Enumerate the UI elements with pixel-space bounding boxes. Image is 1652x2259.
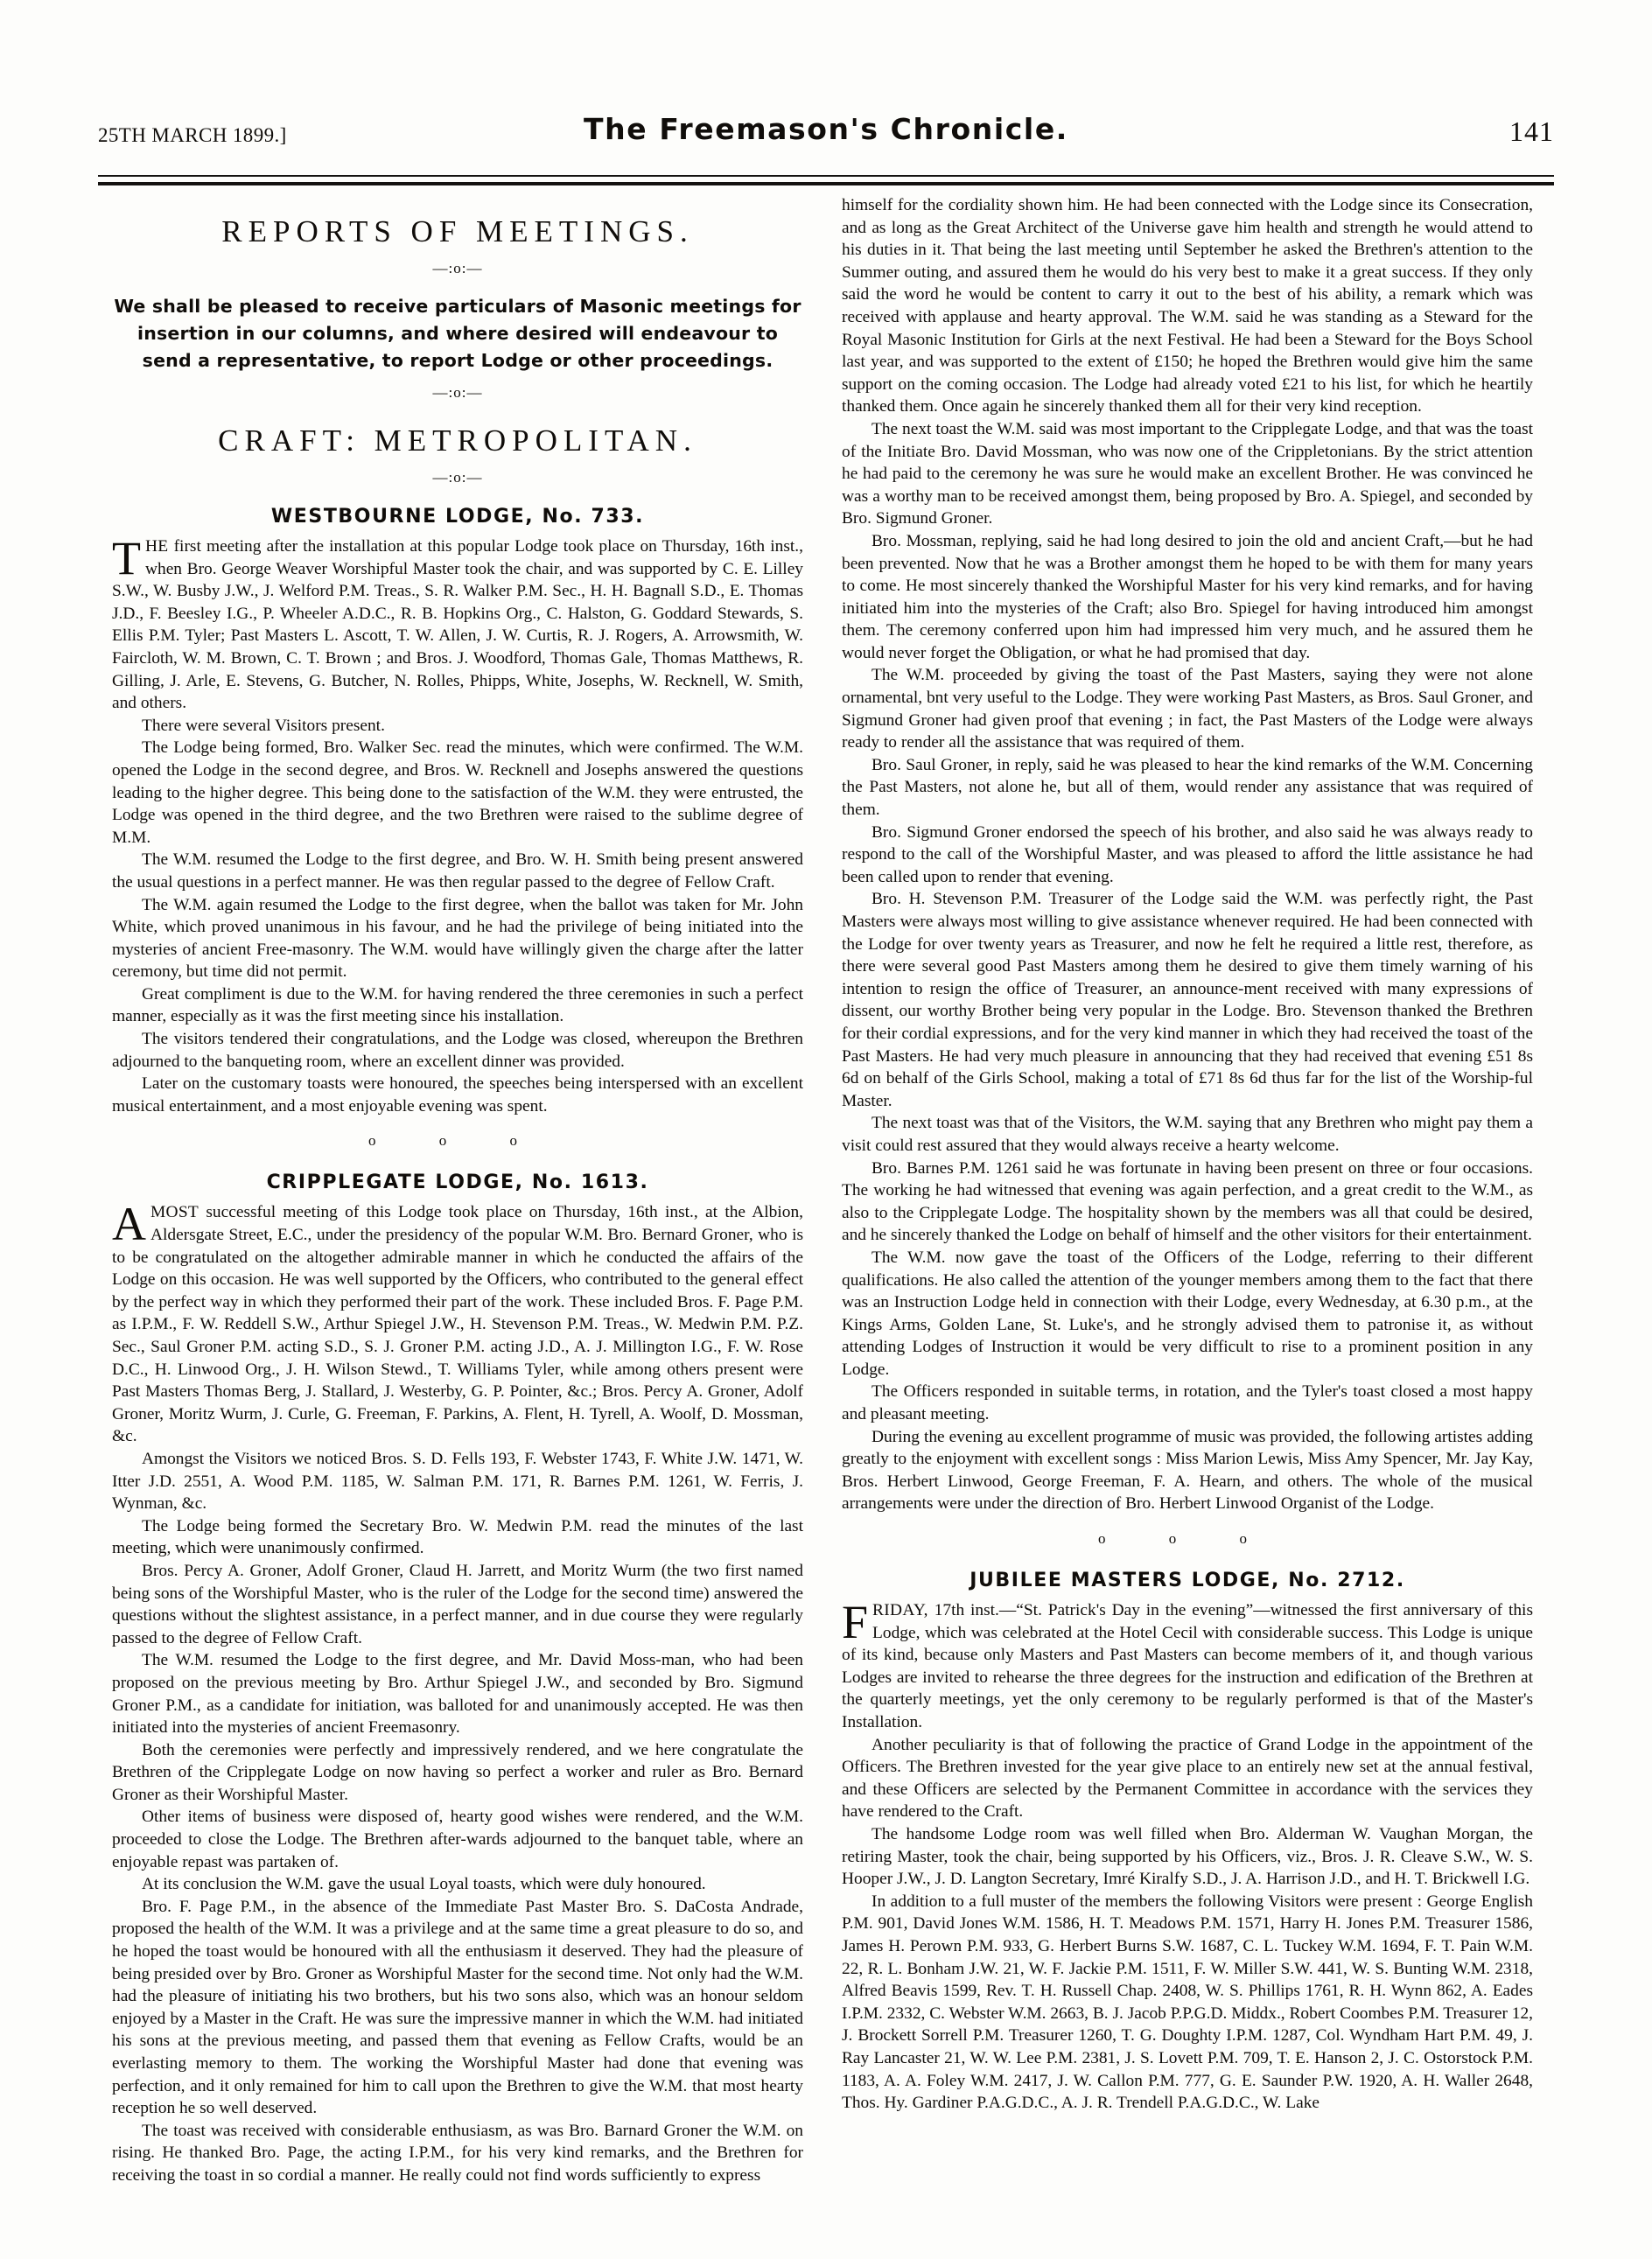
cripplegate-cont-paragraph-11: The Officers responded in suitable terms, in rotation, and the Tyler's toast closed a most happy and pleasant meeting. [842, 1382, 1533, 1424]
paragraph-text: 17th inst.—“St. Patrick's Day in the evening”—witnessed the first anniversary of this Lodge, which was celebrated at the Hotel Cecil with considerable success. This Lodge is unique of its kind, because only Masters and Past Masters can become members of it, and though various Lodges are invited to rehearse the three degrees for the instruction and edification of the Brethren at the quarterly meetings, yet the only ceremony to be regularly performed is that of the Master's Installation. [842, 1601, 1533, 1731]
right-column [842, 194, 1533, 2115]
lodge-heading-jubilee-masters: JUBILEE MASTERS LODGE, No. 2712. [970, 1570, 1405, 1592]
drop-cap: A [112, 1198, 146, 1251]
cripplegate-cont-paragraph-2: The next toast the W.M. said was most important to the Cripplegate Lodge, and that was the toast of the Initiate Bro. David Mossman, who was now one of the Crippletonians. By the strict attention he had paid to the ceremony he was sure he would make an excellent Brother. He was convinced he was a worthy man to be received amongst them, being proposed by Bro. A. Spiegel, and seconded by Bro. Sigmund Groner. [842, 419, 1533, 528]
jubilee-paragraph-3: The handsome Lodge room was well filled when Bro. Alderman W. Vaughan Morgan, the retiring Master, took the chair, being supported by his Officers, viz., Bros. J. R. Cleave S.W., W. S. Hooper J.W., J. D. Langton Secretary, Imré Kiralfy S.D., J. A. Harrison J.D., and H. T. Brickwell I.G. [842, 1824, 1533, 1889]
cripplegate-paragraph-3: The Lodge being formed the Secretary Bro. W. Medwin P.M. read the minutes of the last meeting, which were unanimously confirmed. [112, 1516, 803, 1558]
ornament-rule: —:o:— [432, 260, 483, 276]
lodge-heading-cripplegate: CRIPPLEGATE LODGE, No. 1613. [266, 1171, 649, 1194]
masthead [98, 112, 1554, 166]
cripplegate-cont-paragraph-8: The next toast was that of the Visitors, the W.M. saying that any Brethren who might pay them a visit could rest assured that they would always receive a hearty welcome. [842, 1114, 1533, 1155]
cripplegate-cont-paragraph-4: The W.M. proceeded by giving the toast of the Past Masters, saying they were not alone ornamental, bnt very useful to the Lodge. They were working Past Masters, as Bros. Saul Groner, and Sigmund Groner had given proof that evening ; in fact, the Past Masters of the Lodge were always ready to render all the assistance that was required of them. [842, 666, 1533, 752]
cripplegate-paragraph-7: Other items of business were disposed of, hearty good wishes were rendered, and the W.M. proceeded to close the Lodge. The Brethren after-wards adjourned to the banquet table, where an enjoyable repast was partaken of. [112, 1808, 803, 1871]
lead-word: RIDAY, [872, 1601, 928, 1620]
issue-date: 25TH MARCH 1899.] [98, 124, 287, 146]
cripplegate-cont-paragraph-1: himself for the cordiality shown him. He had been connected with the Lodge since its Consecration, and as long as the Great Architect of the Universe gave him health and strength he would attend to his duties in it. That being the last meeting until September he asked the Brethren's attention to the Summer outing, and assured them he would do his very best to make it a great success. If they only said the word he would be content to carry it out to the best of his ability, a remark which was received with applause and hearty approval. The W.M. said he was standing as a Steward for the Royal Masonic Institution for Girls at the next Festival. He had been a Steward for the Boys School last year, and was supported to the extent of £150; he hoped the Brethren would give him the same support on the coming occasion. The Lodge had already voted £21 to his list, for which he heartily thanked them. Once again he sincerely thanked them all for their very kind reception. [842, 196, 1533, 416]
cripplegate-cont-paragraph-5: Bro. Saul Groner, in reply, said he was pleased to hear the kind remarks of the W.M. Concerning the Past Masters, not alone he, but all of them, would render any assistance that was required of them. [842, 755, 1533, 820]
ornament-rule: —:o:— [432, 469, 483, 486]
masthead-rule [98, 175, 1554, 185]
westbourne-paragraph-6: Great compliment is due to the W.M. for having rendered the three ceremonies in such a perfect manner, especially as it was the first meeting since his installation. [112, 984, 803, 1026]
drop-cap: T [112, 532, 141, 584]
cripplegate-paragraph-6: Both the ceremonies were perfectly and impressively rendered, and we here congratulate the Brethren of the Cripplegate Lodge on now having so perfect a worker and ruler as Bro. Bernard Groner as their Worshipful Master. [112, 1740, 803, 1804]
cripplegate-paragraph-2: Amongst the Visitors we noticed Bros. S. D. Fells 193, F. Webster 1743, F. White J.W. 1471, W. Itter J.D. 2551, A. Wood P.M. 1185, W. Salman P.M. 171, R. Barnes P.M. 1261, W. Ferris, J. Wynman, &c. [112, 1449, 803, 1514]
westbourne-paragraph-2: There were several Visitors present. [142, 716, 385, 735]
lodge-heading-westbourne: WESTBOURNE LODGE, No. 733. [270, 506, 645, 528]
westbourne-paragraph-8: Later on the customary toasts were honoured, the speeches being interspersed with an excellent musical entertainment, and a most enjoyable evening was spent. [112, 1074, 803, 1116]
jubilee-paragraph-4: In addition to a full muster of the members the following Visitors were present : George English P.M. 901, David Jones W.M. 1586, H. T. Meadows P.M. 1571, Harry H. Jones P.M. Treasurer 1586, James H. Perown P.M. 933, G. Herbert Burns S.W. 1687, C. L. Tuckey W.M. 1694, F. T. Pain W.M. 22, R. L. Bonham J.W. 21, W. F. Jackie P.M. 1511, F. W. Miller S.W. 441, W. S. Bunting W.M. 2318, Alfred Beavis 1599, Rev. T. H. Russell Chap. 2408, W. S. Phillips 1761, R. H. Wynn 862, A. Eades I.P.M. 2332, C. Webster W.M. 2663, B. J. Jacob P.P.G.D. Middx., Robert Coombes P.M. Treasurer 12, J. Brockett Sorrell P.M. Treasurer 1260, T. G. Doughty I.P.M. 1287, Col. Wyndham Hart P.M. 49, J. Ray Lancaster 21, W. W. Lee P.M. 2381, J. S. Lovett P.M. 709, T. E. Hanson 2, J. C. Ostorstock P.M. 1183, A. A. Foley W.M. 2417, J. W. Callon P.M. 777, G. E. Saunder P.W. 1920, A. H. Waller 2648, Thos. Hy. Gardiner P.A.G.D.C., A. J. R. Trendell P.A.G.D.C., W. Lake [842, 1892, 1533, 2113]
cripplegate-cont-paragraph-9: Bro. Barnes P.M. 1261 said he was fortunate in having been present on three or four occasions. The working he had witnessed that evening was again perfection, and a great credit to the W.M., as also to the Cripplegate Lodge. The hospitality shown by the members was all that could be desired, and he sincerely thanked the Lodge on behalf of himself and the other visitors for their entertainment. [842, 1158, 1533, 1245]
cripplegate-paragraph-4: Bros. Percy A. Groner, Adolf Groner, Claud H. Jarrett, and Moritz Wurm (the two first named being sons of the Worshipful Master, who is the ruler of the Lodge for the second time) answered the questions without the slightest assistance, in a perfect manner, and in due course they were regularly passed to the degree of Fellow Craft. [112, 1561, 803, 1647]
cripplegate-paragraph-1 [112, 1198, 803, 1448]
cripplegate-cont-paragraph-3: Bro. Mossman, replying, said he had long desired to join the old and ancient Craft,—but he had been prevented. Now that he was a Brother amongst them he hoped to be with them for many years to come. He most sincerely thanked the Worshipful Master for his very kind remarks, and for having initiated him into the mysteries of the Craft; also Bro. Spiegel for having introduced him amongst them. The ceremony conferred upon him had impressed him very much, and he assured them he would never forget the Obligation, or what he had promised that day. [842, 531, 1533, 662]
paragraph-text: first meeting after the installation at this popular Lodge took place on Thursday, 16th inst., when Bro. George Weaver Worshipful Master took the chair, and was supported by C. E. Lilley S.W., W. Busby J.W., J. Welford P.M. Treas., S. R. Walker P.M. Sec., H. H. Bagnall S.D., E. Thomas J.D., F. Beesley I.G., P. Wheeler A.D.C., R. B. Hopkins Org., C. Halston, G. Goddard Stewards, S. Ellis P.M. Tyler; Past Masters L. Ascott, T. W. Allen, J. W. Curtis, R. J. Rogers, A. Arrowsmith, W. Faircloth, W. M. Brown, C. T. Brown ; and Bros. J. Woodford, Thomas Gale, Thomas Matthews, R. Gilling, J. Arle, E. Stevens, G. Butcher, N. Rolles, Phipps, White, Josephs, W. Recknell, W. Smith, and others. [112, 537, 803, 713]
westbourne-paragraph-5: The W.M. again resumed the Lodge to the first degree, when the ballot was taken for Mr. John White, which proved unanimous in his favour, and he had the privilege of being initiated into the mysteries of ancient Free-masonry. The W.M. would have willingly given the charge after the latter ceremony, but time did not permit. [112, 895, 803, 982]
westbourne-paragraph-1 [112, 532, 803, 715]
page-title: REPORTS OF MEETINGS. [221, 214, 694, 248]
cripplegate-cont-paragraph-6: Bro. Sigmund Groner endorsed the speech of his brother, and also said he was always ready to respond to the call of the Worshipful Master, and was pleased to afford the little assistance he had been called upon to render that evening. [842, 822, 1533, 886]
cripplegate-paragraph-9: Bro. F. Page P.M., in the absence of the Immediate Past Master Bro. S. DaCosta Andrade, proposed the health of the W.M. It was a privilege and at the same time a great pleasure to do so, and he hoped the toast would be honoured with all the enthusiasm it deserved. They had the pleasure of being presided over by Bro. Groner as Worshipful Master for the second time. Not only had the W.M. had the pleasure of initiating his two brothers, but his two sons also, which was an honour seldom enjoyed by a Master in the Craft. He was sure the impressive manner in which the W.M. had initiated his sons at the previous meeting, and passed them that evening as Fellow Crafts, would be an everlasting memory to them. The working the Worshipful Master had done that evening was perfection, and it only remained for him to call upon the Brethren to give the W.M. that most hearty reception he so well deserved. [112, 1897, 803, 2118]
jubilee-paragraph-1 [842, 1596, 1533, 1734]
jubilee-paragraph-2: Another peculiarity is that of following the practice of Grand Lodge in the appointment of the Officers. The Brethren invested for the year give place to an entirely new set at the annual festival, and these Officers are selected by the Permanent Committee in accordance with the services they have rendered to the Craft. [842, 1735, 1533, 1822]
cripplegate-paragraph-10: The toast was received with considerable enthusiasm, as was Bro. Barnard Groner the W.M. on rising. He thanked Bro. Page, the acting I.P.M., for his very kind remarks, and the Brethren for receiving the toast in so cordial a manner. He really could not find words sufficiently to express [112, 2121, 803, 2185]
section-separator: o o o [368, 1132, 547, 1150]
drop-cap: F [842, 1596, 869, 1649]
cripplegate-paragraph-5: The W.M. resumed the Lodge to the first degree, and Mr. David Moss-man, who had been proposed on the previous meeting by Bro. Arthur Spiegel J.W., and seconded by Bro. Sigmund Groner P.M., as a candidate for initiation, was balloted for and unanimously accepted. He was then initiated into the mysteries of ancient Freemasonry. [112, 1651, 803, 1738]
craft-metropolitan-heading: CRAFT: METROPOLITAN. [218, 423, 697, 458]
publication-title: The Freemason's Chronicle. [584, 112, 1068, 146]
section-separator: o o o [1098, 1530, 1277, 1548]
cripplegate-cont-paragraph-12: During the evening au excellent programme of music was provided, the following artistes adding greatly to the enjoyment with excellent songs : Miss Marion Lewis, Miss Amy Spencer, Mr. Jay Kay, Bros. Herbert Linwood, George Freeman, F. A. Hearn, and others. The whole of the musical arrangements were under the direction of Bro. Herbert Linwood Organist of the Lodge. [842, 1427, 1533, 1514]
page-number: 141 [1509, 115, 1554, 147]
left-column [112, 194, 803, 2187]
editorial-standfirst: We shall be pleased to receive particulars of Masonic meetings for insertion in our columns, and where desired will endeavour to send a representative, to report Lodge or other proceedings. [114, 296, 802, 371]
lead-word: HE [145, 537, 169, 556]
cripplegate-paragraph-8: At its conclusion the W.M. gave the usual Loyal toasts, which were duly honoured. [142, 1875, 706, 1894]
ornament-rule: —:o:— [432, 384, 483, 401]
westbourne-paragraph-3: The Lodge being formed, Bro. Walker Sec. read the minutes, which were confirmed. The W.M. opened the Lodge in the second degree, and Bros. W. Recknell and Josephs answered the questions leading to the higher degree. This being done to the satisfaction of the W.M. they were entrusted, the Lodge was opened in the third degree, and the two Brethren were raised to the sublime degree of M.M. [112, 738, 803, 847]
westbourne-paragraph-7: The visitors tendered their congratulations, and the Lodge was closed, whereupon the Brethren adjourned to the banqueting room, where an excellent dinner was provided. [112, 1030, 803, 1071]
paragraph-text: successful meeting of this Lodge took place on Thursday, 16th inst., at the Albion, Aldersgate Street, E.C., under the presidency of the popular W.M. Bro. Bernard Groner, who is to be congratulated on the altogether admirable manner in which he conducted the affairs of the Lodge on this occasion. He was well supported by the Officers, who contributed to the general effect by the perfect way in which they performed their part of the work. These included Bros. F. Page P.M. as I.P.M., F. W. Reddell S.W., Arthur Spiegel J.W., H. Stevenson P.M. Treas., W. Medwin P.M. P.Z. Sec., Saul Groner P.M. acting S.D., S. J. Groner P.M. acting J.D., A. J. Millington I.G., F. W. Rose D.C., H. Linwood Org., J. H. Wilson Stewd., T. Williams Tyler, while among others present were Past Masters Thomas Berg, J. Stallard, J. Westerby, G. P. Pointer, &c.; Bros. Percy A. Groner, Adolf Groner, Moritz Wurm, J. Curle, G. Freeman, F. Parkins, A. Flent, H. Tyrell, A. Woolf, D. Mossman, &c. [112, 1203, 803, 1446]
westbourne-paragraph-4: The W.M. resumed the Lodge to the first degree, and Bro. W. H. Smith being present answered the usual questions in a perfect manner. He was then regular passed to the degree of Fellow Craft. [112, 850, 803, 892]
cripplegate-cont-paragraph-7: Bro. H. Stevenson P.M. Treasurer of the Lodge said the W.M. was perfectly right, the Past Masters were always most willing to give assistance whenever required. He had been connected with the Lodge for over twenty years as Treasurer, and now he felt he required a little rest, therefore, as there were several good Past Masters among them he desired to give them timely warning of his intention to resign the office of Treasurer, an announce-ment received with many expressions of dissent, our worthy Brother being very popular in the Lodge. Bro. Stevenson thanked the Brethren for their cordial expressions, and for the very kind manner in which they had received the toast of the Past Masters. He had very much pleasure in announcing that they had received that evening £51 8s 6d on behalf of the Girls School, making a total of £71 8s 6d thus far for the list of the Worship-ful Master. [842, 890, 1533, 1110]
lead-word: MOST [150, 1203, 200, 1222]
cripplegate-cont-paragraph-10: The W.M. now gave the toast of the Officers of the Lodge, referring to their different qualifications. He also called the attention of the younger members among them to the fact that there was an Instruction Lodge held in connection with their Lodge, every Wednesday, at 6.30 p.m., at the Kings Arms, Golden Lane, St. Luke's, and he strongly advised them to patronise it, as without attending Lodges of Instruction it would be very difficult to rise to a prominent position in any Lodge. [842, 1248, 1533, 1379]
